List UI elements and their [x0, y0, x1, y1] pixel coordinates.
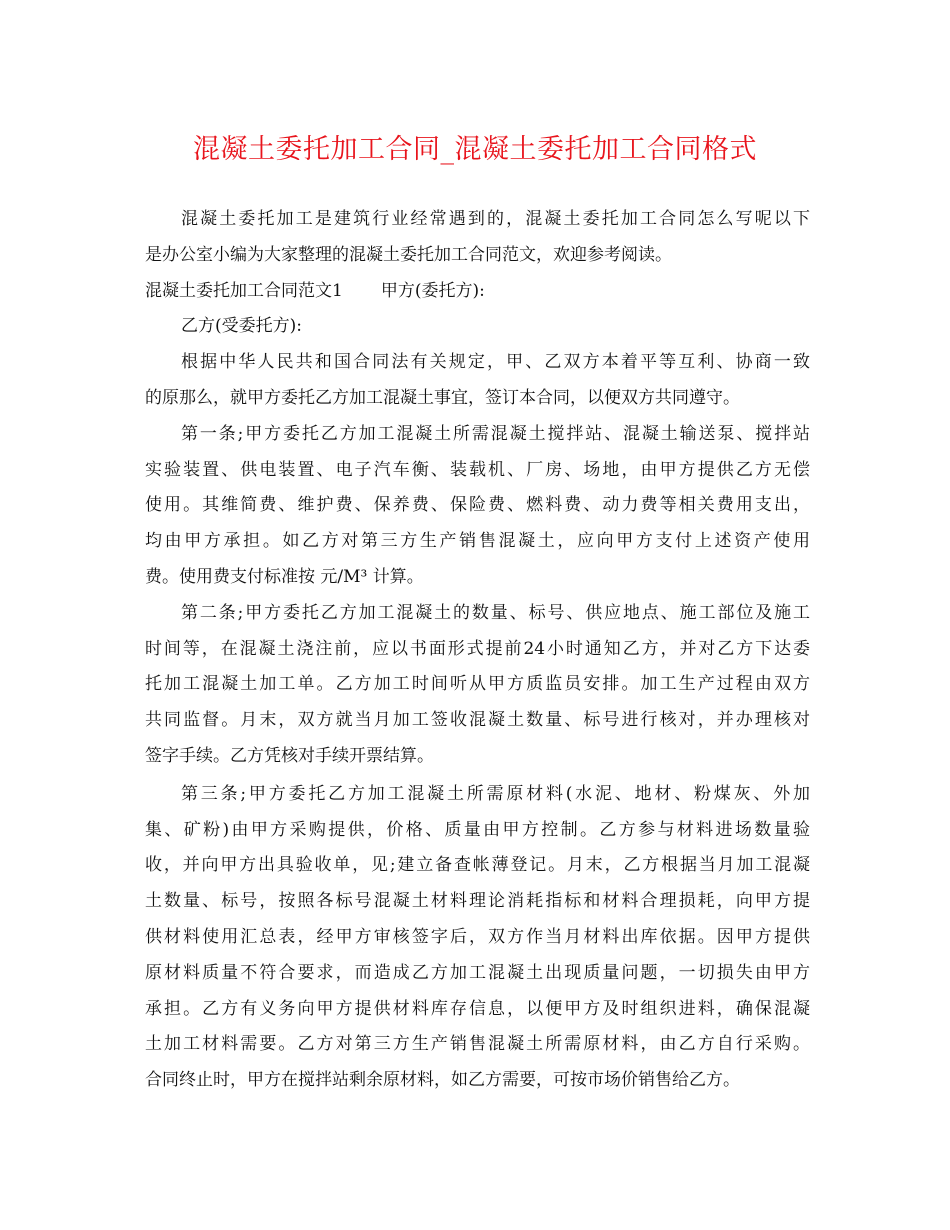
paragraph-line: 根据中华人民共和国合同法有关规定，甲、乙双方本着平等互利、协商一致 — [181, 352, 810, 373]
document-title: 混凝土委托加工合同_混凝土委托加工合同格式 — [193, 134, 757, 165]
paragraph-line: 承担。乙方有义务向甲方提供材料库存信息，以便甲方及时组织进料，确保混凝 — [145, 998, 810, 1019]
paragraph-line: 集、矿粉)由甲方采购提供，价格、质量由甲方控制。乙方参与材料进场数量验 — [145, 819, 810, 840]
paragraph-line: 实验装置、供电装置、电子汽车衡、装载机、厂房、场地，由甲方提供乙方无偿 — [145, 459, 810, 480]
document-body — [145, 202, 810, 1099]
paragraph-line: 混凝土委托加工是建筑行业经常遇到的，混凝土委托加工合同怎么写呢以下 — [181, 209, 810, 229]
paragraph-line: 第二条;甲方委托乙方加工混凝土的数量、标号、供应地点、施工部位及施工 — [181, 602, 810, 623]
paragraph-line: 合同终止时，甲方在搅拌站剩余原材料，如乙方需要，可按市场价销售给乙方。 — [145, 1070, 740, 1091]
section-heading: 混凝土委托加工合同范文1 — [145, 280, 343, 301]
party-a-label: 甲方(委托方): — [380, 280, 485, 301]
paragraph-line: 托加工混凝土加工单。乙方加工时间听从甲方质监员安排。加工生产过程由双方 — [145, 674, 810, 695]
paragraph-line: 的原那么，就甲方委托乙方加工混凝土事宜，签订本合同，以便双方共同遵守。 — [145, 387, 740, 408]
paragraph-line: 时间等，在混凝土浇注前，应以书面形式提前24小时通知乙方，并对乙方下达委 — [145, 638, 810, 659]
section-heading-line — [145, 274, 810, 310]
paragraph-line: 是办公室小编为大家整理的混凝土委托加工合同范文，欢迎参考阅读。 — [145, 244, 672, 265]
paragraph-line: 供材料使用汇总表，经甲方审核签字后，双方作当月材料出库依据。因甲方提供 — [145, 926, 810, 947]
paragraph-line: 共同监督。月末，双方就当月加工签收混凝土数量、标号进行核对，并办理核对 — [145, 710, 810, 731]
paragraph-line: 收，并向甲方出具验收单，见;建立备查帐薄登记。月末，乙方根据当月加工混凝 — [145, 855, 810, 876]
paragraph-line: 土加工材料需要。乙方对第三方生产销售混凝土所需原材料，由乙方自行采购。 — [145, 1034, 810, 1055]
party-b-label: 乙方(受委托方): — [181, 316, 302, 337]
paragraph-line: 第一条;甲方委托乙方加工混凝土所需混凝土搅拌站、混凝土输送泵、搅拌站 — [181, 423, 810, 444]
paragraph-line: 费。使用费支付标准按 元/M³ 计算。 — [145, 566, 424, 587]
paragraph-line: 原材料质量不符合要求，而造成乙方加工混凝土出现质量问题，一切损失由甲方 — [145, 962, 810, 983]
paragraph-line: 使用。其维简费、维护费、保养费、保险费、燃料费、动力费等相关费用支出， — [145, 495, 810, 516]
paragraph-line: 均由甲方承担。如乙方对第三方生产销售混凝土，应向甲方支付上述资产使用 — [145, 531, 810, 552]
paragraph-line: 土数量、标号，按照各标号混凝土材料理论消耗指标和材料合理损耗，向甲方提 — [145, 891, 810, 912]
paragraph-line: 第三条;甲方委托乙方加工混凝土所需原材料(水泥、地材、粉煤灰、外加 — [181, 783, 810, 804]
paragraph-line: 签字手续。乙方凭核对手续开票结算。 — [145, 745, 434, 766]
